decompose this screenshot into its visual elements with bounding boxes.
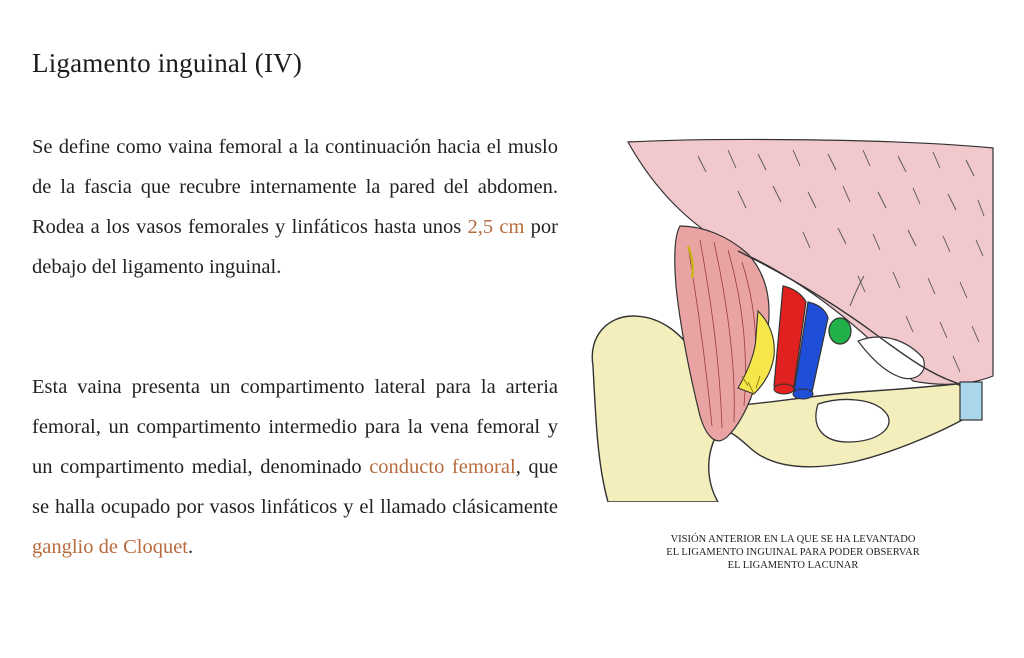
obturator-foramen [816, 400, 889, 442]
paragraph2-text-c: . [188, 536, 194, 558]
caption-line-1: VISIÓN ANTERIOR EN LA QUE SE HA LEVANTADO [670, 534, 916, 545]
page-title: Ligamento inguinal (IV) [32, 48, 303, 78]
paragraph2-text-a: Esta vaina presenta un compartimento lateral para la arteria femoral, un compartimento intermedio para la vena femoral y un compartimento medial, denominado [32, 376, 558, 478]
caption-line-2: EL LIGAMENTO INGUINAL PARA PODER OBSERVAR [666, 547, 920, 558]
paragraph1-text-a: Se define como vaina femoral a la continuación hacia el muslo de la fascia que recubre internamente la pared del abdomen. Rodea a los vasos femorales y linfáticos hasta unos [32, 136, 558, 238]
anatomy-illustration [588, 136, 998, 502]
paragraph2-text-b: , que se halla ocupado por vasos linfáticos y el llamado clásicamente [32, 456, 558, 518]
femoral-artery-section [774, 384, 794, 394]
paragraph-femoral-sheath-definition [32, 127, 558, 287]
caption-line-3: EL LIGAMENTO LACUNAR [727, 560, 859, 571]
paragraph1-text-b: por debajo del ligamento inguinal. [32, 216, 559, 278]
figure-caption [618, 533, 968, 572]
cloquet-lymph-node [829, 318, 851, 344]
pubic-symphysis [960, 382, 982, 420]
femoral-vein-section [793, 389, 813, 399]
highlight-femoral-canal: conducto femoral [369, 456, 516, 478]
highlight-distance: 2,5 cm [467, 216, 525, 238]
paragraph-compartments [32, 367, 558, 567]
highlight-cloquet-node: ganglio de Cloquet [32, 536, 189, 558]
